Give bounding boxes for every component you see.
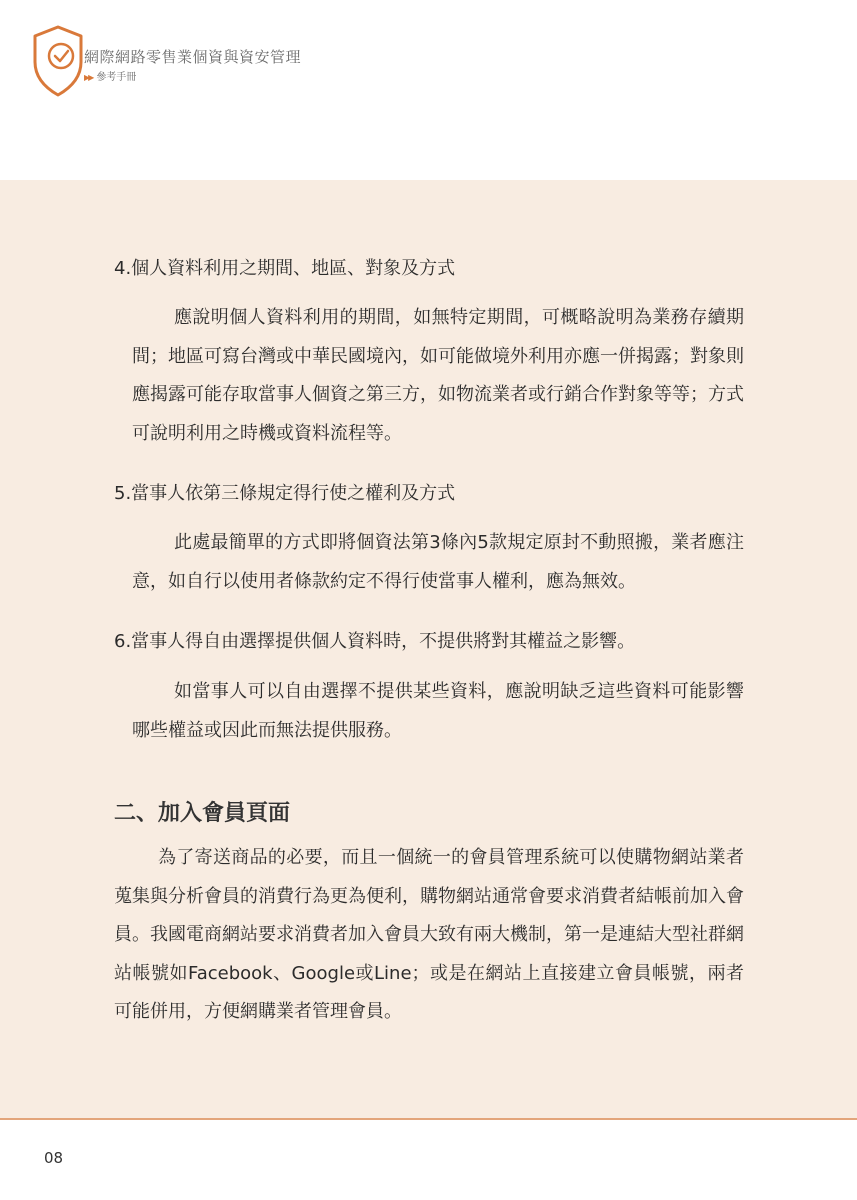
handbook-subtitle	[84, 68, 136, 83]
section-body: 為了寄送商品的必要，而且一個統一的會員管理系統可以使購物網站業者蒐集與分析會員的消費行為更為便利，購物網站通常會要求消費者結帳前加入會員。我國電商網站要求消費者加入會員大致有兩大機制，第一是連結大型社群網站帳號如Facebook、Google或Line；或是在網站上直接建立會員帳號，兩者可能併用，方便網購業者管理會員。	[114, 847, 744, 1022]
double-arrow-icon: ▶▶	[84, 73, 93, 82]
section-title: 二、加入會員頁面	[114, 801, 291, 826]
item-heading-4: 4.個人資料利用之期間、地區、對象及方式	[114, 258, 456, 279]
item-body-5: 此處最簡單的方式即將個資法第3條內5款規定原封不動照搬，業者應注意，如自行以使用者條款約定不得行使當事人權利，應為無效。	[132, 532, 744, 592]
handbook-title: 網際網路零售業個資與資安管理	[84, 48, 302, 66]
item-heading-6: 6.當事人得自由選擇提供個人資料時，不提供將對其權益之影響。	[114, 631, 636, 652]
footer-divider	[0, 1118, 857, 1120]
shield-check-icon	[32, 24, 84, 98]
item-heading-5: 5.當事人依第三條規定得行使之權利及方式	[114, 483, 456, 504]
item-body-6: 如當事人可以自由選擇不提供某些資料，應說明缺乏這些資料可能影響哪些權益或因此而無法提供服務。	[132, 681, 744, 741]
subtitle-text: 參考手冊	[96, 72, 137, 83]
item-body-4: 應說明個人資料利用的期間，如無特定期間，可概略說明為業務存續期間；地區可寫台灣或中華民國境內，如可能做境外利用亦應一併揭露；對象則應揭露可能存取當事人個資之第三方，如物流業者或行銷合作對象等等；方式可說明利用之時機或資料流程等。	[132, 307, 744, 444]
page-number: 08	[44, 1149, 64, 1167]
page-header	[0, 0, 857, 180]
